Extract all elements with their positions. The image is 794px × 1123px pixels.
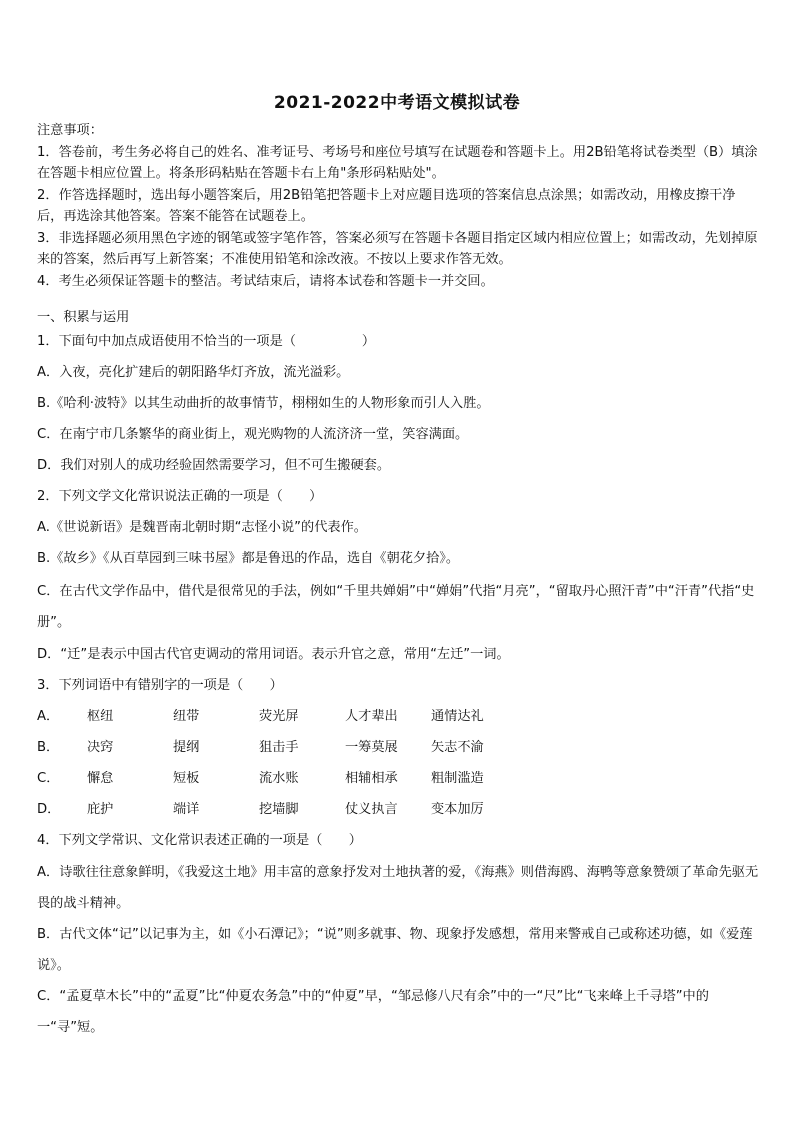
q4-option-a: A．诗歌往往意象鲜明，《我爱这土地》用丰富的意象抒发对土地执著的爱，《海燕》则借海鸥、海鸭等意象赞颂了革命先驱无畏的战斗精神。 — [37, 865, 759, 911]
notice-heading: 注意事项： — [37, 123, 103, 138]
q4-option-b: B．古代文体“记”以记事为主，如《小石潭记》；“说”则多就事、物、现象抒发感想，常用来警戒自己或称述功德，如《爱莲说》。 — [37, 927, 753, 973]
q3-stem: 3．下列词语中有错别字的一项是（ ） — [37, 678, 283, 693]
section-heading: 一、积累与运用 — [37, 310, 130, 325]
q1-stem: 1．下面句中加点成语使用不恰当的一项是（ ） — [37, 334, 376, 349]
word: 人才辈出 — [345, 709, 398, 724]
word: 粗制滥造 — [431, 771, 484, 786]
word: 枢纽 — [87, 709, 114, 724]
q2-stem: 2．下列文学文化常识说法正确的一项是（ ） — [37, 489, 323, 504]
word: 端详 — [173, 802, 200, 817]
q2-option-b: B.《故乡》《从百草园到三味书屋》都是鲁迅的作品，选自《朝花夕拾》。 — [37, 551, 460, 566]
word: 庇护 — [87, 802, 114, 817]
notice-item-4: 4．考生必须保证答题卡的整洁。考试结束后，请将本试卷和答题卡一并交回。 — [37, 273, 494, 289]
word: 通情达礼 — [431, 709, 484, 724]
word: 矢志不渝 — [431, 740, 484, 755]
word: 流水账 — [259, 771, 299, 786]
word: 短板 — [173, 771, 200, 786]
q2-option-d: D．“迁”是表示中国古代官吏调动的常用词语。表示升官之意，常用“左迁”一词。 — [37, 647, 510, 662]
option-label: B． — [37, 740, 60, 755]
q4-stem: 4．下列文学常识、文化常识表述正确的一项是（ ） — [37, 833, 362, 848]
word: 相辅相承 — [345, 771, 398, 786]
notice-item-1: 1．答卷前，考生务必将自己的姓名、准考证号、考场号和座位号填写在试题卷和答题卡上。用2B铅笔将试卷类型（B）填涂在答题卡相应位置上。将条形码粘贴在答题卡右上角"条形码粘贴处"。 — [37, 144, 758, 181]
option-label: D． — [37, 802, 61, 817]
word: 荧光屏 — [259, 709, 299, 724]
q3-option-c — [37, 769, 759, 789]
word: 变本加厉 — [431, 802, 484, 817]
page-title: 2021-2022中考语文模拟试卷 — [273, 93, 521, 113]
word: 懈怠 — [87, 771, 114, 786]
option-label: C． — [37, 771, 60, 786]
word: 决窍 — [87, 740, 114, 755]
q2-option-c: C．在古代文学作品中，借代是很常见的手法，例如“千里共婵娟”中“婵娟”代指“月亮”，“留取丹心照汗青”中“汗青”代指“史册”。 — [37, 584, 755, 630]
word: 提纲 — [173, 740, 200, 755]
q1-option-c: C．在南宁市几条繁华的商业街上，观光购物的人流济济一堂，笑容满面。 — [37, 427, 469, 442]
q3-option-d — [37, 800, 759, 820]
q1-option-d: D．我们对别人的成功经验固然需要学习，但不可生搬硬套。 — [37, 458, 391, 473]
option-label: A． — [37, 709, 60, 724]
word: 仗义执言 — [345, 802, 398, 817]
word: 一筹莫展 — [345, 740, 398, 755]
notice-item-3: 3．非选择题必须用黑色字迹的钢笔或签字笔作答，答案必须写在答题卡各题目指定区域内相应位置上；如需改动，先划掉原来的答案，然后再写上新答案；不准使用铅笔和涂改液。不按以上要求作答无效。 — [37, 230, 758, 267]
word: 挖墙脚 — [259, 802, 299, 817]
q3-option-b — [37, 738, 759, 758]
q1-option-a: A．入夜，亮化扩建后的朝阳路华灯齐放，流光溢彩。 — [37, 365, 350, 380]
q4-option-c: C．“孟夏草木长”中的“孟夏”比“仲夏农务急”中的“仲夏”早，“邹忌修八尺有余”中的一“尺”比“飞来峰上千寻塔”中的一“寻”短。 — [37, 989, 709, 1035]
notice-block — [37, 120, 759, 292]
word: 纽带 — [173, 709, 200, 724]
word: 狙击手 — [259, 740, 299, 755]
notice-item-2: 2．作答选择题时，选出每小题答案后，用2B铅笔把答题卡上对应题目选项的答案信息点涂黑；如需改动，用橡皮擦干净后，再选涂其他答案。答案不能答在试题卷上。 — [37, 187, 736, 224]
q3-option-a — [37, 707, 759, 727]
q1-option-b: B.《哈利·波特》以其生动曲折的故事情节，栩栩如生的人物形象而引人入胜。 — [37, 396, 490, 411]
q2-option-a: A.《世说新语》是魏晋南北朝时期“志怪小说”的代表作。 — [37, 520, 367, 535]
